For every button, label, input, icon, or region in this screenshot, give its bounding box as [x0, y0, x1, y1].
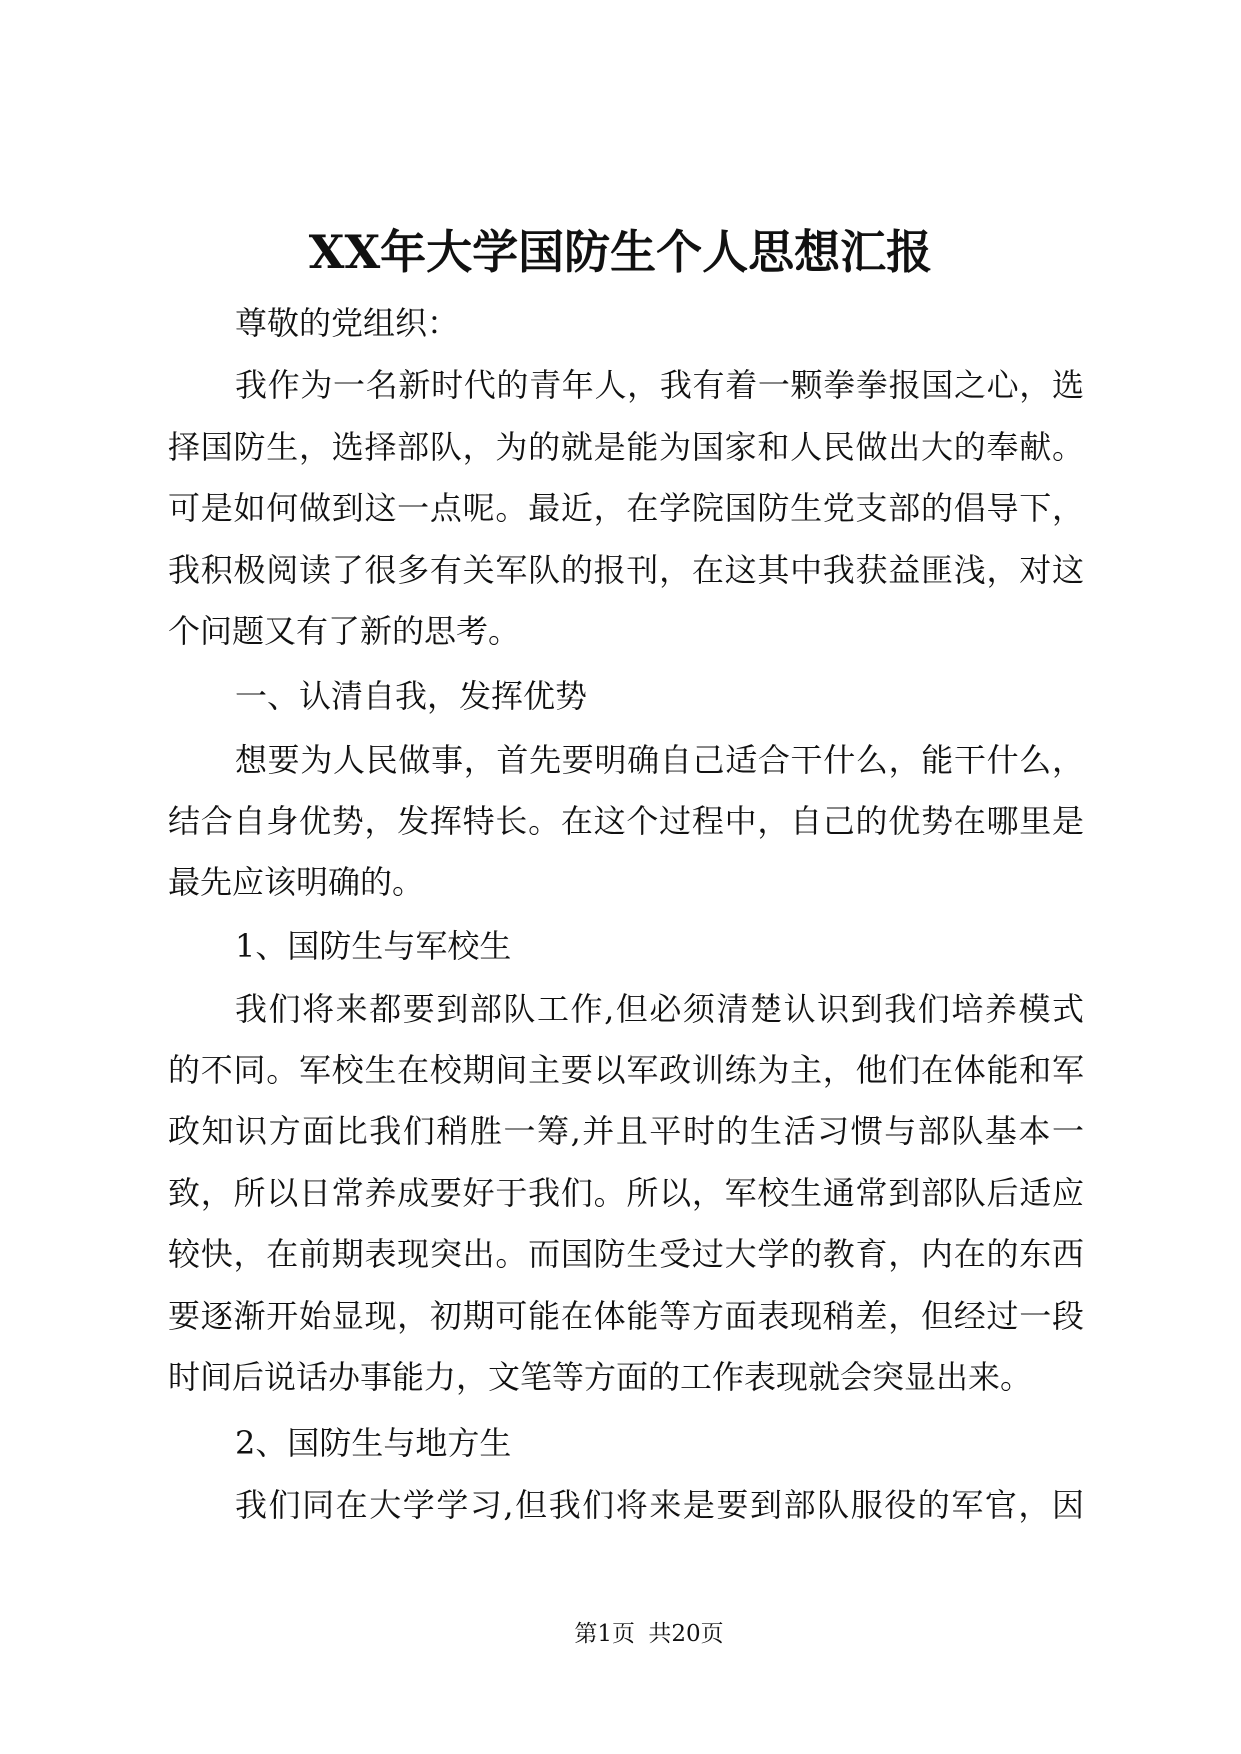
paragraph-line: 致，所以日常养成要好于我们。所以，军校生通常到部队后适应 [168, 1174, 1084, 1212]
paragraph-line: 的不同。军校生在校期间主要以军政训练为主，他们在体能和军 [168, 1051, 1084, 1089]
paragraph-line: 我们同在大学学习,但我们将来是要到部队服役的军官，因 [235, 1486, 1084, 1524]
subsection-heading: 1、国防生与军校生 [235, 927, 512, 965]
paragraph-line: 要逐渐开始显现，初期可能在体能等方面表现稍差，但经过一段 [168, 1297, 1084, 1335]
section-heading: 一、认清自我，发挥优势 [235, 677, 588, 715]
paragraph-line: 政知识方面比我们稍胜一筹,并且平时的生活习惯与部队基本一 [168, 1112, 1084, 1150]
paragraph-line: 我积极阅读了很多有关军队的报刊，在这其中我获益匪浅，对这 [168, 551, 1084, 589]
page-footer: 第1页 共20页 [574, 1621, 724, 1647]
paragraph-line: 择国防生，选择部队，为的就是能为国家和人民做出大的奉献。 [168, 428, 1084, 466]
paragraph-line: 结合自身优势，发挥特长。在这个过程中，自己的优势在哪里是 [168, 802, 1084, 840]
document-title: XX年大学国防生个人思想汇报 [308, 225, 933, 279]
paragraph-line: 可是如何做到这一点呢。最近，在学院国防生党支部的倡导下， [168, 489, 1084, 527]
paragraph-line: 最先应该明确的。 [168, 863, 425, 901]
paragraph-line: 我作为一名新时代的青年人，我有着一颗拳拳报国之心，选 [235, 366, 1084, 404]
subsection-heading: 2、国防生与地方生 [235, 1424, 512, 1462]
paragraph-line: 个问题又有了新的思考。 [168, 612, 521, 650]
salutation: 尊敬的党组织： [235, 304, 460, 342]
paragraph-line: 想要为人民做事，首先要明确自己适合干什么，能干什么， [235, 741, 1084, 779]
paragraph-line: 较快，在前期表现突出。而国防生受过大学的教育，内在的东西 [168, 1235, 1084, 1273]
paragraph-line: 我们将来都要到部队工作,但必须清楚认识到我们培养模式 [235, 990, 1084, 1028]
paragraph-line: 时间后说话办事能力，文笔等方面的工作表现就会突显出来。 [168, 1358, 1033, 1396]
